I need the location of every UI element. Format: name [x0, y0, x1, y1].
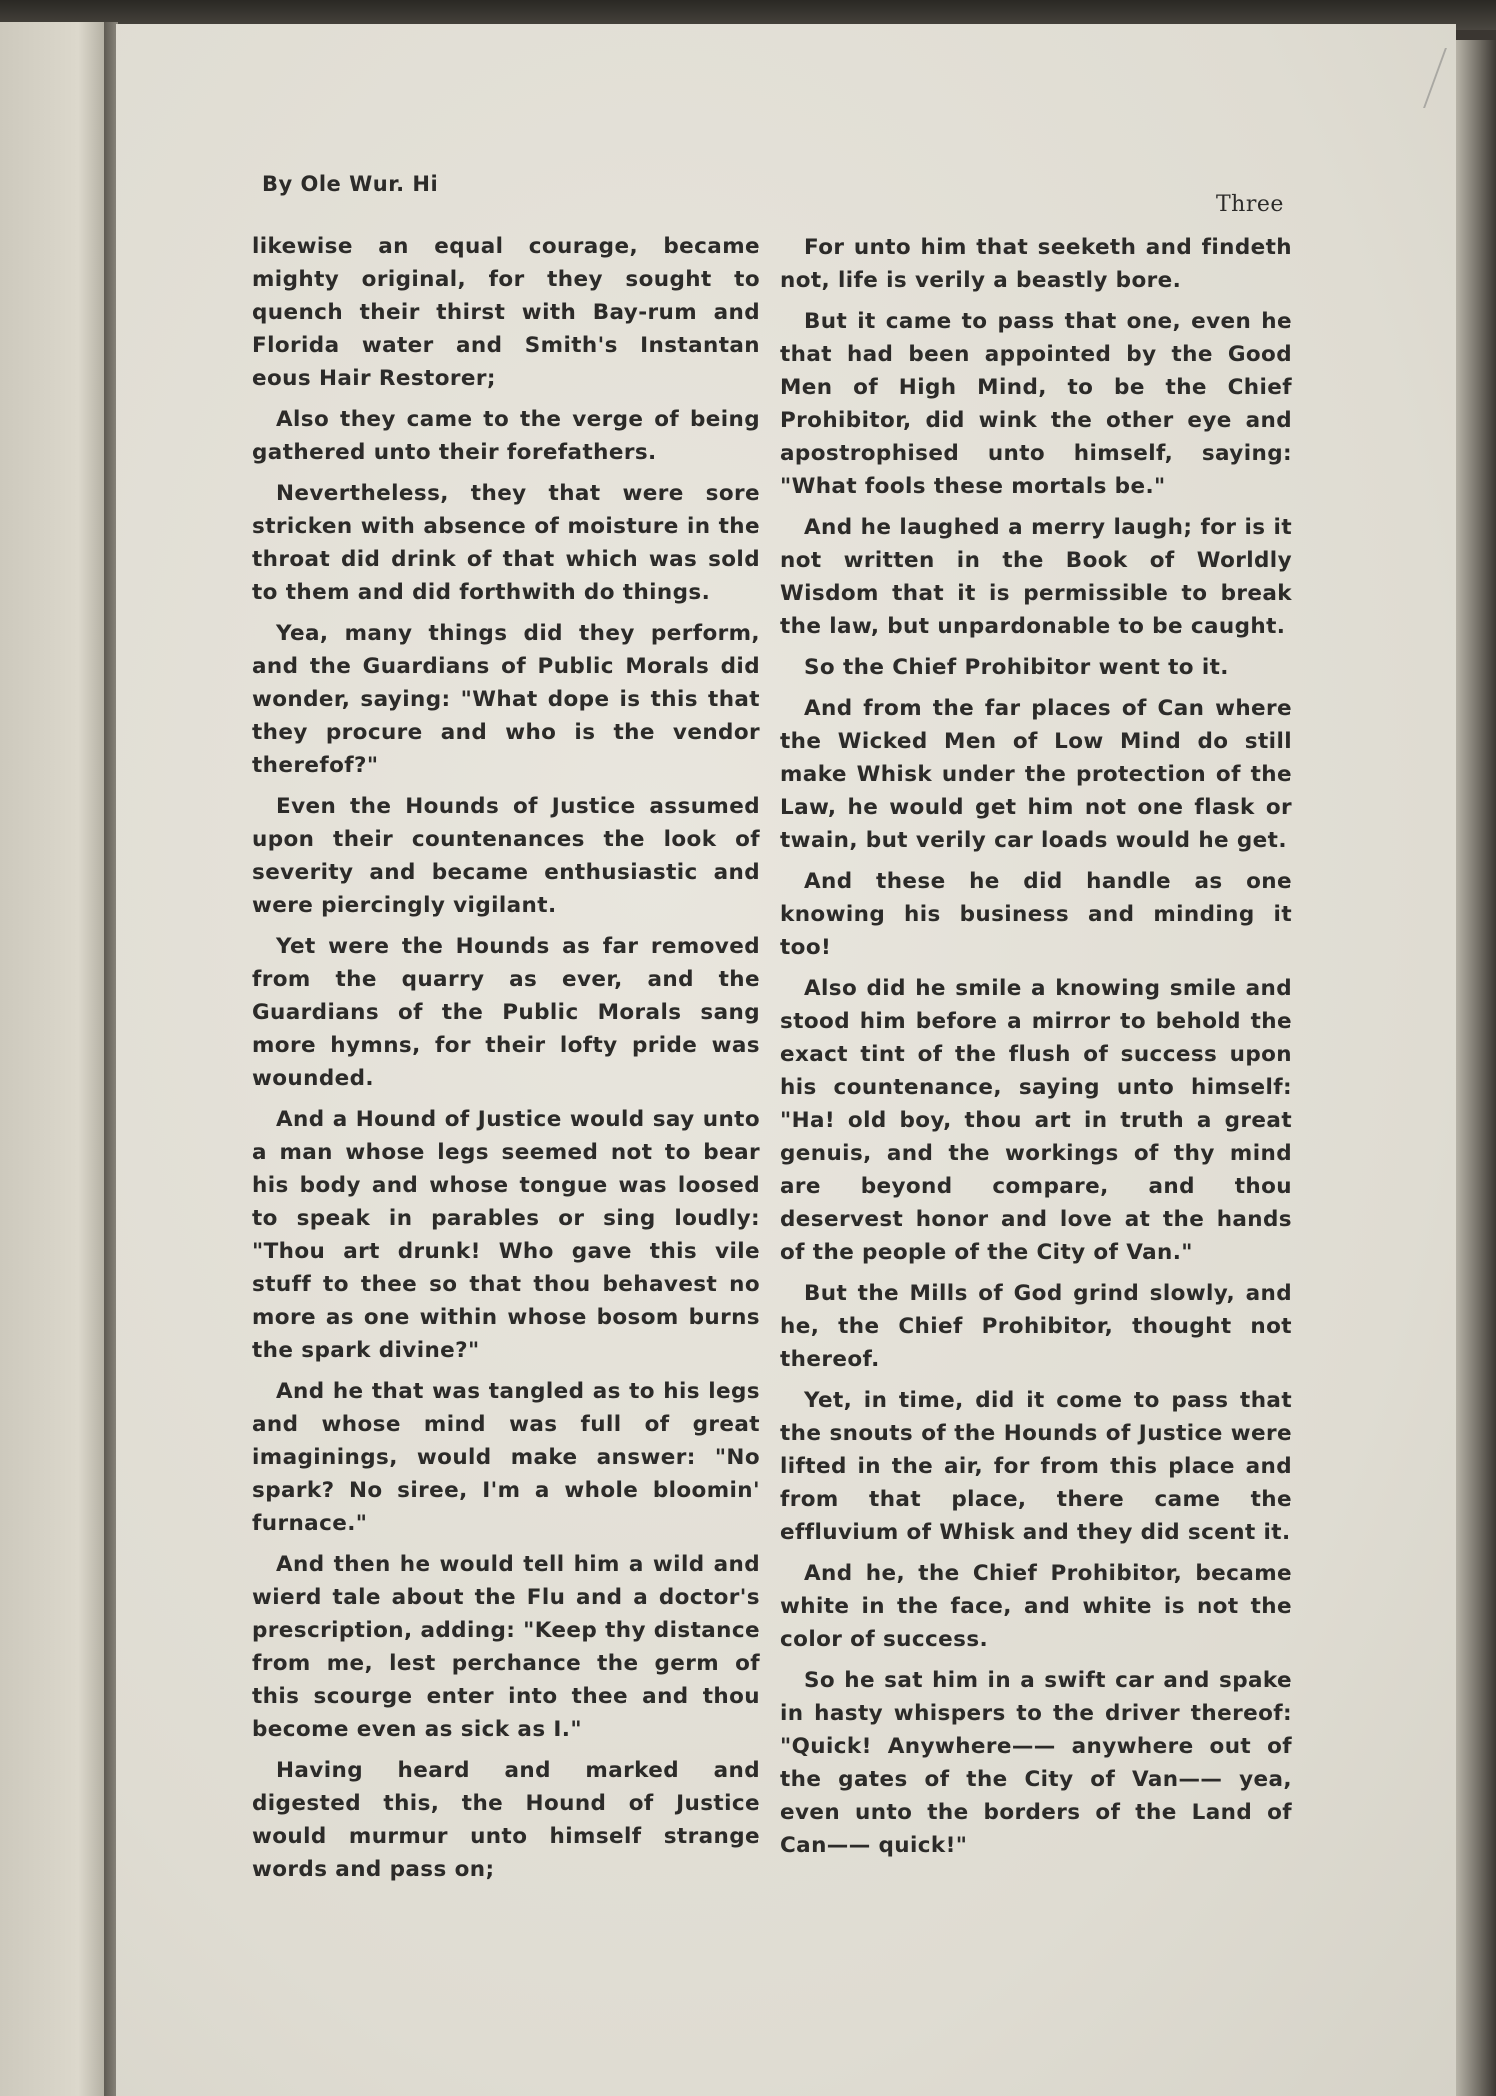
paragraph: Yet were the Hounds as far removed from the quarry as ever, and the Guardians of the Public Morals sang more hymns, for their lofty pride was wounded.	[252, 934, 760, 1091]
paragraph: And from the far places of Can where the Wicked Men of Low Mind do still make Whisk under the protection of the Law, he would get him not one flask or twain, but verily car loads would he get.	[780, 696, 1292, 853]
paragraph: Yea, many things did they perform, and the Guardians of Public Morals did wonder, saying: "What dope is this that they procure and who is the vendor therefof?"	[252, 621, 760, 778]
paragraph: But it came to pass that one, even he that had been appointed by the Good Men of High Mind, to be the Chief Prohibitor, did wink the other eye and apostrophised unto himself, saying: "What fools these mortals be."	[780, 309, 1292, 499]
paragraph: likewise an equal courage, became mighty original, for they sought to quench their thirst with Bay-rum and Florida water and Smith's Instantan eous Hair Restorer;	[252, 234, 760, 391]
page-edge-right	[1450, 40, 1496, 2096]
document-page	[116, 24, 1456, 2096]
right-column	[780, 231, 1292, 1870]
paragraph: Having heard and marked and digested this, the Hound of Justice would murmur unto himself strange words and pass on;	[252, 1758, 760, 1882]
page-number: Three	[1216, 192, 1284, 217]
byline: By Ole Wur. Hi	[262, 172, 439, 196]
paragraph: And he laughed a merry laugh; for is it not written in the Book of Worldly Wisdom that it is permissible to break the law, but unpardonable to be caught.	[780, 515, 1292, 639]
paragraph: But the Mills of God grind slowly, and he, the Chief Prohibitor, thought not thereof.	[780, 1281, 1292, 1372]
paragraph: Yet, in time, did it come to pass that the snouts of the Hounds of Justice were lifted in the air, for from this place and from that place, there came the effluvium of Whisk and they did scent it.	[780, 1388, 1292, 1545]
left-column	[252, 230, 760, 1894]
facing-page-edge	[0, 22, 112, 2096]
paragraph: So he sat him in a swift car and spake in hasty whispers to the driver thereof: "Quick! Anywhere—— anywhere out of the gates of the City of Van—— yea, even unto the borders of the Land of Can—— quick!"	[780, 1668, 1292, 1858]
paragraph: So the Chief Prohibitor went to it.	[804, 655, 1229, 680]
paragraph: And a Hound of Justice would say unto a man whose legs seemed not to bear his body and whose tongue was loosed to speak in parables or sing loudly: "Thou art drunk! Who gave this vile stuff to thee so that thou behavest no more as one within whose bosom burns the spark divine?"	[252, 1107, 760, 1363]
paragraph: And he that was tangled as to his legs and whose mind was full of great imaginings, would make answer: "No spark? No siree, I'm a whole bloomin' furnace."	[252, 1379, 760, 1536]
paragraph: Nevertheless, they that were sore stricken with absence of moisture in the throat did drink of that which was sold to them and did forthwith do things.	[252, 481, 760, 605]
paragraph: And he, the Chief Prohibitor, became white in the face, and white is not the color of success.	[780, 1561, 1292, 1652]
paragraph: For unto him that seeketh and findeth not, life is verily a beastly bore.	[780, 235, 1292, 293]
paragraph: Also did he smile a knowing smile and stood him before a mirror to behold the exact tint of the flush of success upon his countenance, saying unto himself: "Ha! old boy, thou art in truth a great genuis, and the workings of thy mind are beyond compare, and thou deservest honor and love at the hands of the people of the City of Van."	[780, 976, 1292, 1265]
paragraph: Also they came to the verge of being gathered unto their forefathers.	[252, 407, 760, 465]
paragraph: Even the Hounds of Justice assumed upon their countenances the look of severity and became enthusiastic and were piercingly vigilant.	[252, 794, 760, 918]
paragraph: And then he would tell him a wild and wierd tale about the Flu and a doctor's prescription, adding: "Keep thy distance from me, lest perchance the germ of this scourge enter into thee and thou become even as sick as I."	[252, 1552, 760, 1742]
paragraph: And these he did handle as one knowing his business and minding it too!	[780, 869, 1292, 960]
